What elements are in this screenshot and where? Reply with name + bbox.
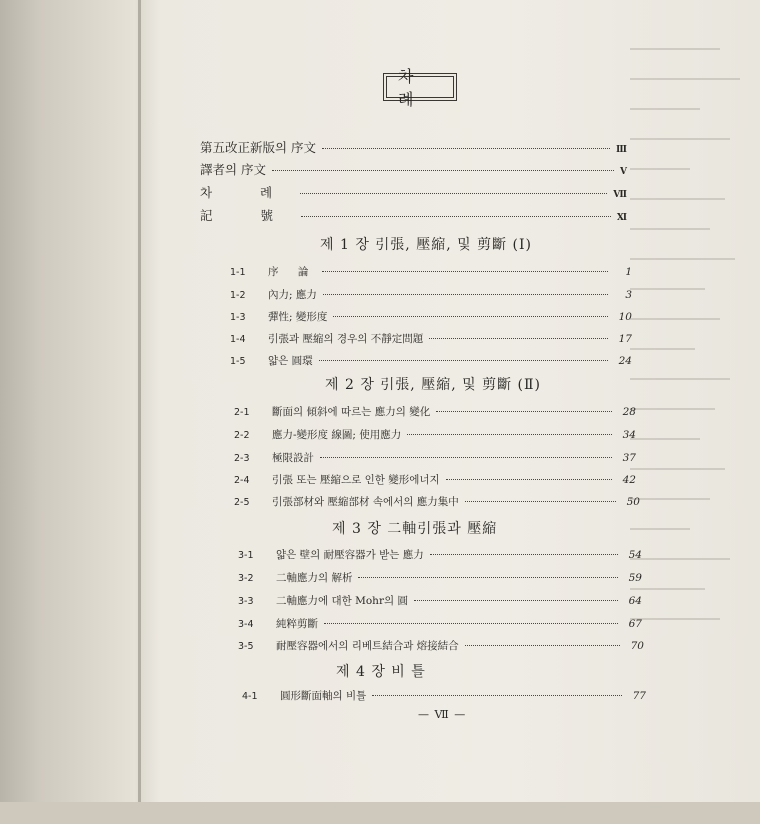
toc-entry [238,593,642,608]
section-title: 引張과 壓縮의 경우의 不靜定問題 [268,333,424,345]
section-number: 3-5 [238,641,254,652]
toc-entry [234,427,636,442]
section-page: 1 [625,266,632,278]
section-number: 3-1 [238,550,254,561]
chapter-heading: 제 3 장 二軸引張과 壓縮 [332,521,498,537]
book-spine [138,0,141,824]
toc-entry [238,570,642,585]
leader-dots [429,338,608,339]
section-number: 2-5 [234,497,250,508]
toc-entry [234,450,636,465]
section-title: 二軸應力에 대한 Mohr의 圓 [276,595,408,607]
toc-entry [230,353,632,368]
front-matter-title: 차 례 [200,185,295,200]
section-title: 耐壓容器에서의 리베트結合과 熔接結合 [276,640,459,652]
section-number: 3-3 [238,596,254,607]
toc-entry [234,472,636,487]
leader-dots [323,294,608,295]
section-page: 17 [618,333,632,345]
leader-dots [372,695,622,696]
section-page: 28 [622,406,636,418]
leader-dots [300,193,607,194]
leader-dots [322,271,608,272]
toc-entry [230,287,632,302]
toc-entry [234,494,640,509]
page-number-footer: — Ⅶ — [418,708,467,721]
section-page: 50 [626,496,640,508]
leader-dots [301,216,611,217]
leader-dots [272,170,614,171]
chapter-heading: 제 1 장 引張, 壓縮, 및 剪斷 (Ⅰ) [320,237,532,253]
leader-dots [320,457,612,458]
front-matter-page: Ⅲ [616,145,627,155]
front-matter-entry [200,138,627,156]
toc-entry [230,331,632,346]
front-matter-entry [200,183,627,201]
section-number: 3-4 [238,619,254,630]
leader-dots [414,600,618,601]
toc-entry [242,688,646,703]
section-page: 70 [630,640,644,652]
page-title: 차 례 [383,73,457,101]
front-matter-page: Ⅶ [613,190,627,200]
leader-dots [333,316,608,317]
section-number: 2-2 [234,430,250,441]
leader-dots [430,554,618,555]
front-matter-entry [200,160,627,178]
section-title: 彈性; 變形度 [268,311,328,323]
section-page: 34 [622,429,636,441]
section-page: 42 [622,474,636,486]
leader-dots [324,623,618,624]
section-number: 1-5 [230,356,246,367]
section-page: 77 [632,690,646,702]
front-matter-page: Ⅴ [620,167,627,177]
section-title: 應力-變形度 線圖; 使用應力 [272,429,402,441]
toc-entry [238,616,642,631]
section-number: 3-2 [238,573,254,584]
toc-entry [230,264,632,279]
bleed-through-text [620,20,760,780]
section-title: 얇은 壁의 耐壓容器가 받는 應力 [276,549,424,561]
front-matter-title: 譯者의 序文 [200,162,267,177]
section-page: 24 [618,355,632,367]
front-matter-entry [200,206,627,224]
section-number: 4-1 [242,691,258,702]
page-bottom-edge [0,802,760,824]
section-title: 序 論 [268,266,317,278]
section-title: 極限設計 [272,452,314,464]
section-number: 2-3 [234,453,250,464]
section-title: 純粹剪斷 [276,618,318,630]
section-title: 얇은 圓環 [268,355,313,367]
section-number: 1-1 [230,267,246,278]
section-number: 1-3 [230,312,246,323]
front-matter-title: 記 號 [200,208,295,223]
toc-entry [238,547,642,562]
section-page: 64 [628,595,642,607]
section-number: 1-2 [230,290,246,301]
leader-dots [465,501,616,502]
section-page: 67 [628,618,642,630]
section-title: 內力; 應力 [268,289,317,301]
section-title: 引張部材와 壓縮部材 속에서의 應力集中 [272,496,459,508]
leader-dots [322,148,610,149]
section-page: 3 [625,289,632,301]
section-number: 2-1 [234,407,250,418]
section-number: 1-4 [230,334,246,345]
leader-dots [446,479,612,480]
section-page: 37 [622,452,636,464]
section-page: 10 [618,311,632,323]
front-matter-title: 第五改正新版의 序文 [200,140,317,155]
section-title: 斷面의 傾斜에 따르는 應力의 變化 [272,406,431,418]
toc-entry [234,404,636,419]
leader-dots [465,645,620,646]
leader-dots [407,434,612,435]
chapter-heading: 제 2 장 引張, 壓縮, 및 剪斷 (Ⅱ) [325,377,541,393]
section-title: 圓形斷面軸의 비틀 [280,690,367,702]
leader-dots [436,411,612,412]
section-number: 2-4 [234,475,250,486]
leader-dots [358,577,618,578]
front-matter-page: Ⅺ [616,213,627,223]
section-page: 59 [628,572,642,584]
section-title: 引張 또는 壓縮으로 인한 變形에너지 [272,474,440,486]
section-page: 54 [628,549,642,561]
leader-dots [319,360,608,361]
toc-entry [230,309,632,324]
chapter-heading: 제 4 장 비 틀 [336,664,426,680]
section-title: 二軸應力의 解析 [276,572,353,584]
toc-entry [238,638,644,653]
